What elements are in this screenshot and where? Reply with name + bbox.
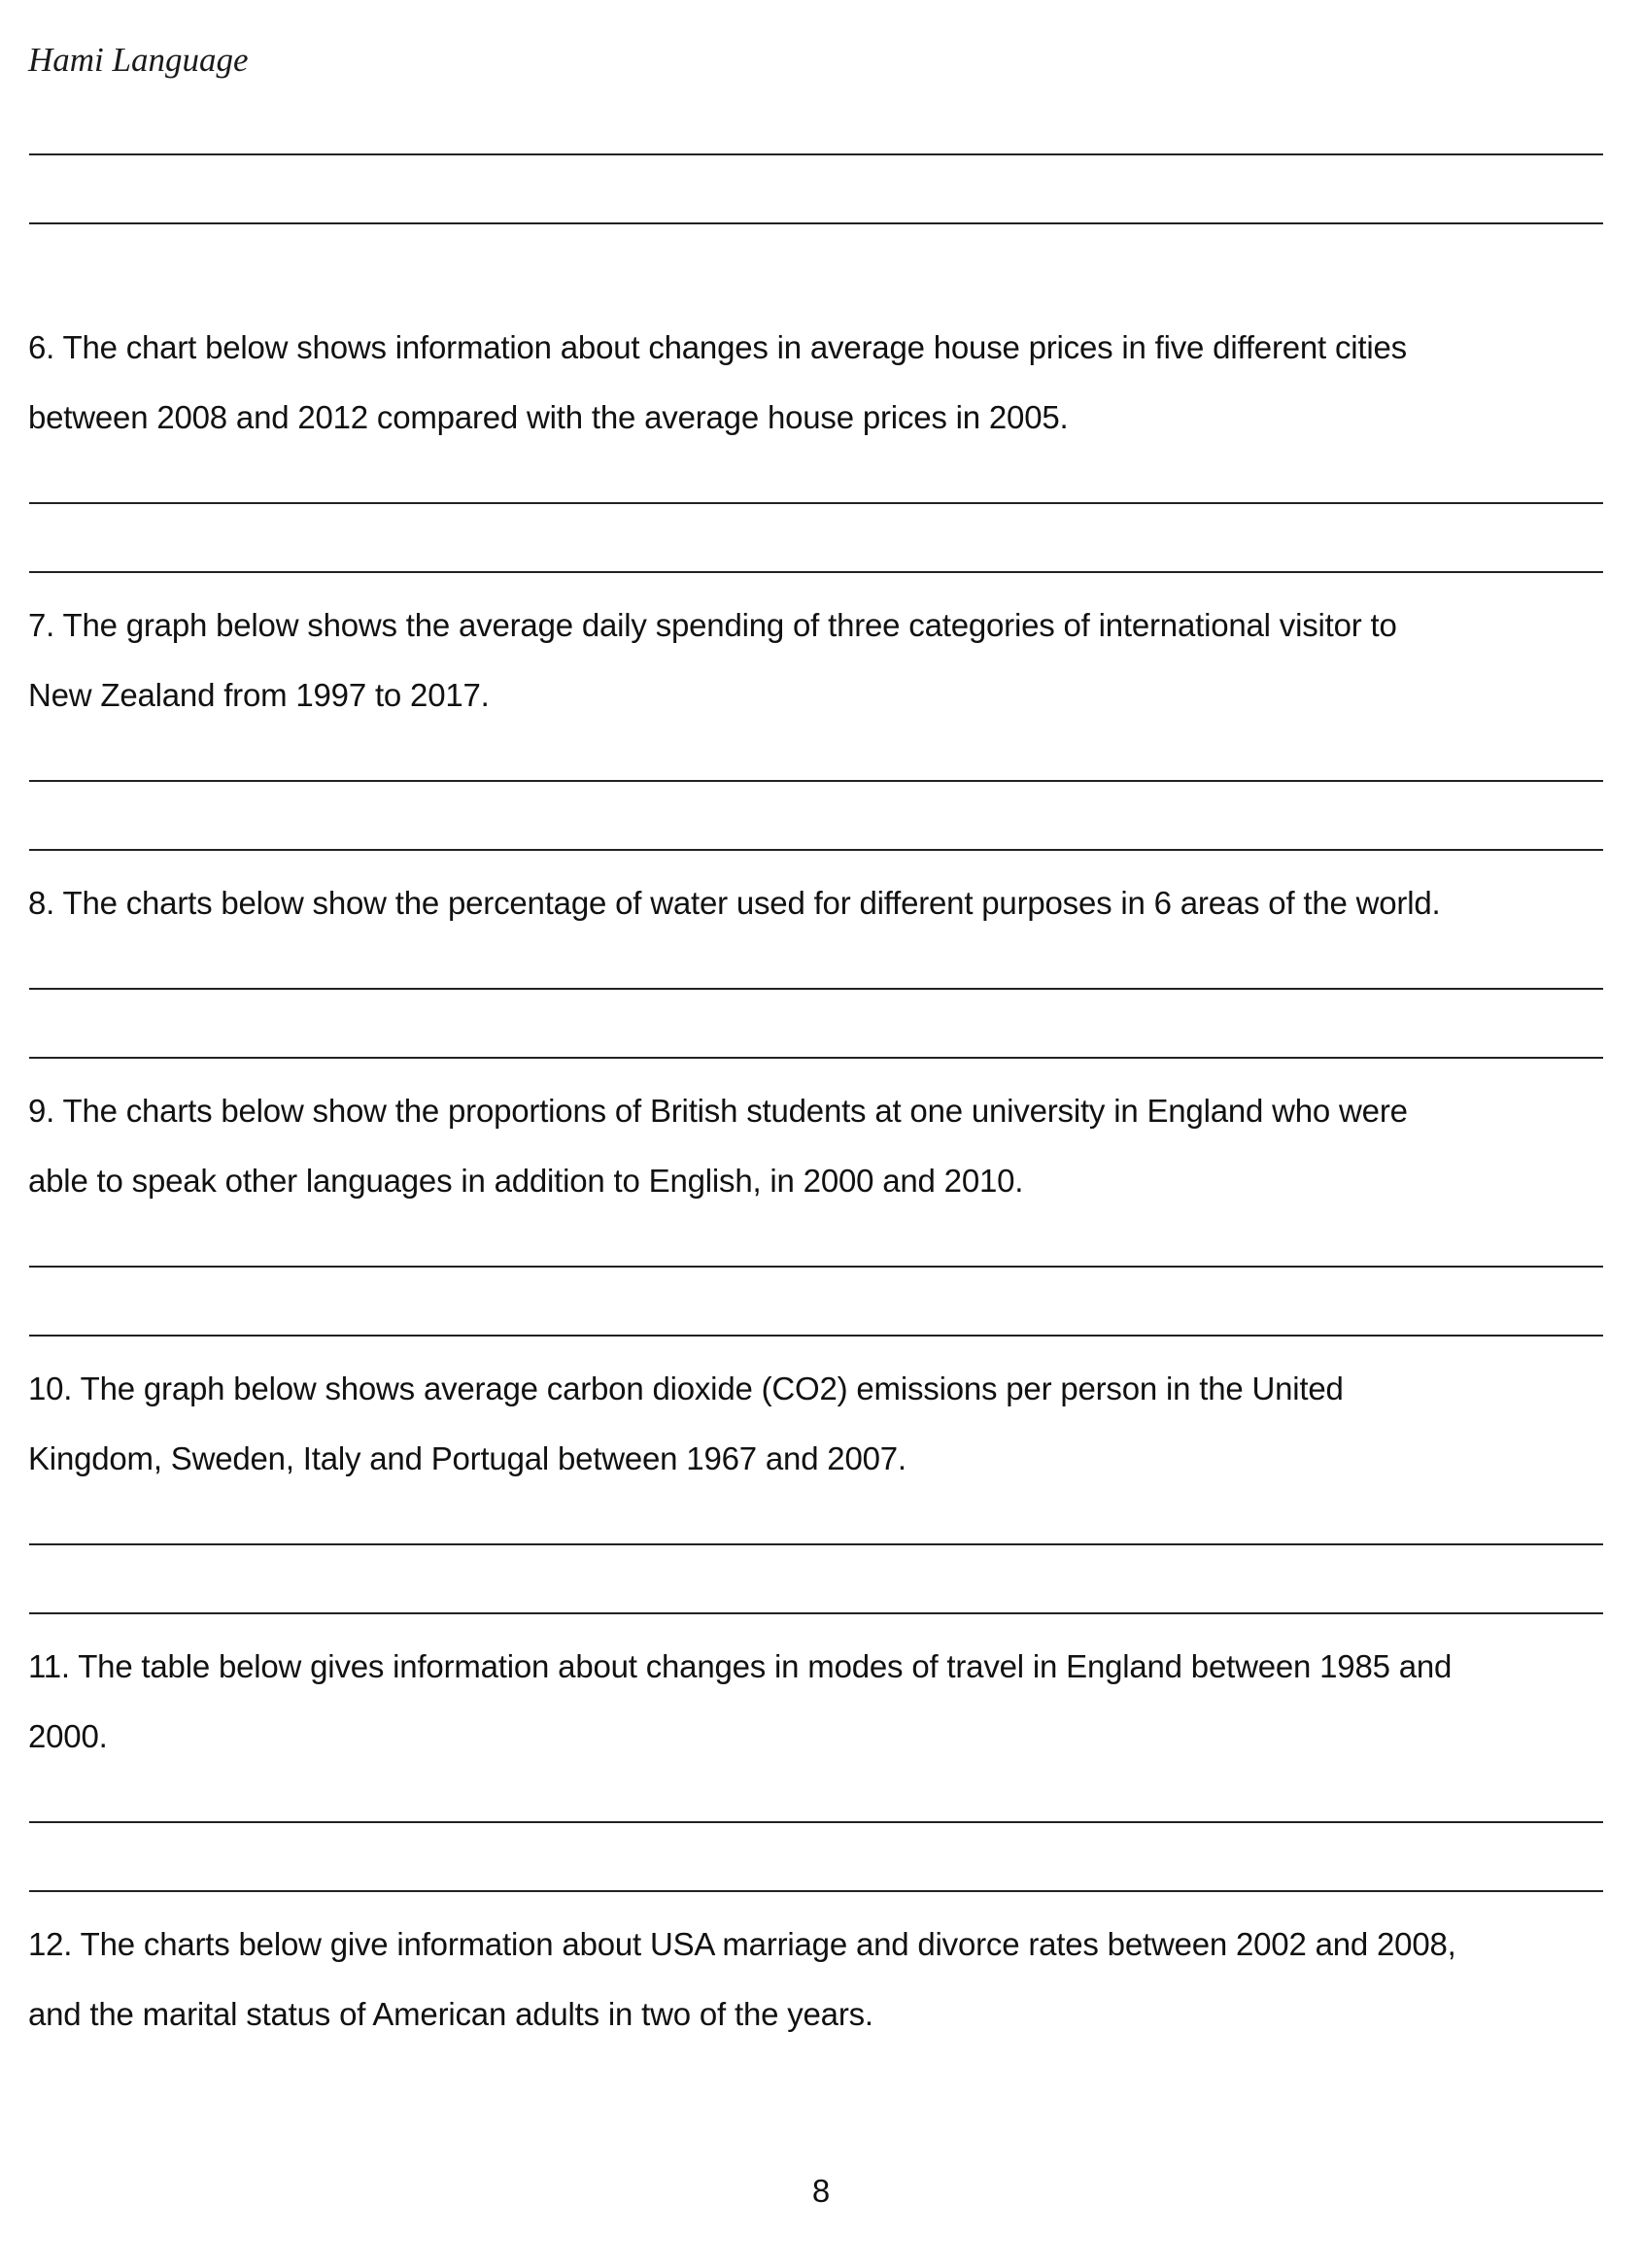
- question-text: able to speak other languages in addition to English, in 2000 and 2010.: [28, 1163, 1024, 1199]
- answer-line: [29, 1612, 1603, 1614]
- question-12: [28, 1910, 1622, 2049]
- question-text: The table below gives information about changes in modes of travel in England between 1985 and: [78, 1648, 1453, 1684]
- question-text-line: [28, 313, 1622, 383]
- question-11: [28, 1632, 1622, 1772]
- answer-line: [29, 1821, 1603, 1823]
- answer-line: [29, 153, 1603, 155]
- question-text: New Zealand from 1997 to 2017.: [28, 677, 490, 713]
- question-text-line: [28, 1910, 1622, 1980]
- question-9: [28, 1076, 1622, 1216]
- page-number: 8: [811, 2173, 831, 2209]
- question-text-line: [28, 1354, 1622, 1424]
- question-text-line: [28, 868, 1622, 938]
- answer-line: [29, 988, 1603, 990]
- question-number: 8.: [28, 885, 55, 921]
- question-text-line: [28, 1076, 1622, 1146]
- question-8: [28, 868, 1622, 938]
- question-text-line: [28, 591, 1622, 660]
- question-number: 11.: [28, 1648, 70, 1684]
- question-6: [28, 313, 1622, 453]
- answer-line: [29, 222, 1603, 224]
- question-text-line: [28, 383, 1622, 453]
- question-text: between 2008 and 2012 compared with the average house prices in 2005.: [28, 399, 1069, 435]
- question-text: Kingdom, Sweden, Italy and Portugal between 1967 and 2007.: [28, 1440, 907, 1476]
- answer-line: [29, 1890, 1603, 1892]
- answer-line: [29, 1266, 1603, 1268]
- question-text: The graph below shows the average daily spending of three categories of international visitor to: [62, 607, 1397, 643]
- question-text: The chart below shows information about changes in average house prices in five different cities: [62, 329, 1407, 365]
- question-text-line: [28, 1424, 1622, 1494]
- question-text: The charts below show the proportions of British students at one university in England who were: [62, 1093, 1408, 1129]
- question-number: 6.: [28, 329, 55, 365]
- question-text: 2000.: [28, 1718, 108, 1754]
- question-number: 12.: [28, 1926, 73, 1962]
- question-text: The graph below shows average carbon dioxide (CO2) emissions per person in the United: [80, 1371, 1344, 1406]
- running-header: Hami Language: [28, 41, 249, 79]
- question-text-line: [28, 1980, 1622, 2049]
- question-text-line: [28, 1702, 1622, 1772]
- answer-line: [29, 849, 1603, 851]
- question-7: [28, 591, 1622, 730]
- question-text-line: [28, 1146, 1622, 1216]
- question-text-line: [28, 660, 1622, 730]
- question-text-line: [28, 1632, 1622, 1702]
- question-number: 10.: [28, 1371, 73, 1406]
- answer-line: [29, 502, 1603, 504]
- question-10: [28, 1354, 1622, 1494]
- question-text: The charts below show the percentage of water used for different purposes in 6 areas of the world.: [62, 885, 1441, 921]
- question-number: 9.: [28, 1093, 55, 1129]
- question-text: and the marital status of American adults in two of the years.: [28, 1996, 873, 2032]
- answer-line: [29, 571, 1603, 573]
- question-text: The charts below give information about USA marriage and divorce rates between 2002 and 2008,: [80, 1926, 1456, 1962]
- answer-line: [29, 1335, 1603, 1337]
- answer-line: [29, 1543, 1603, 1545]
- answer-line: [29, 1057, 1603, 1059]
- answer-line: [29, 780, 1603, 782]
- question-number: 7.: [28, 607, 55, 643]
